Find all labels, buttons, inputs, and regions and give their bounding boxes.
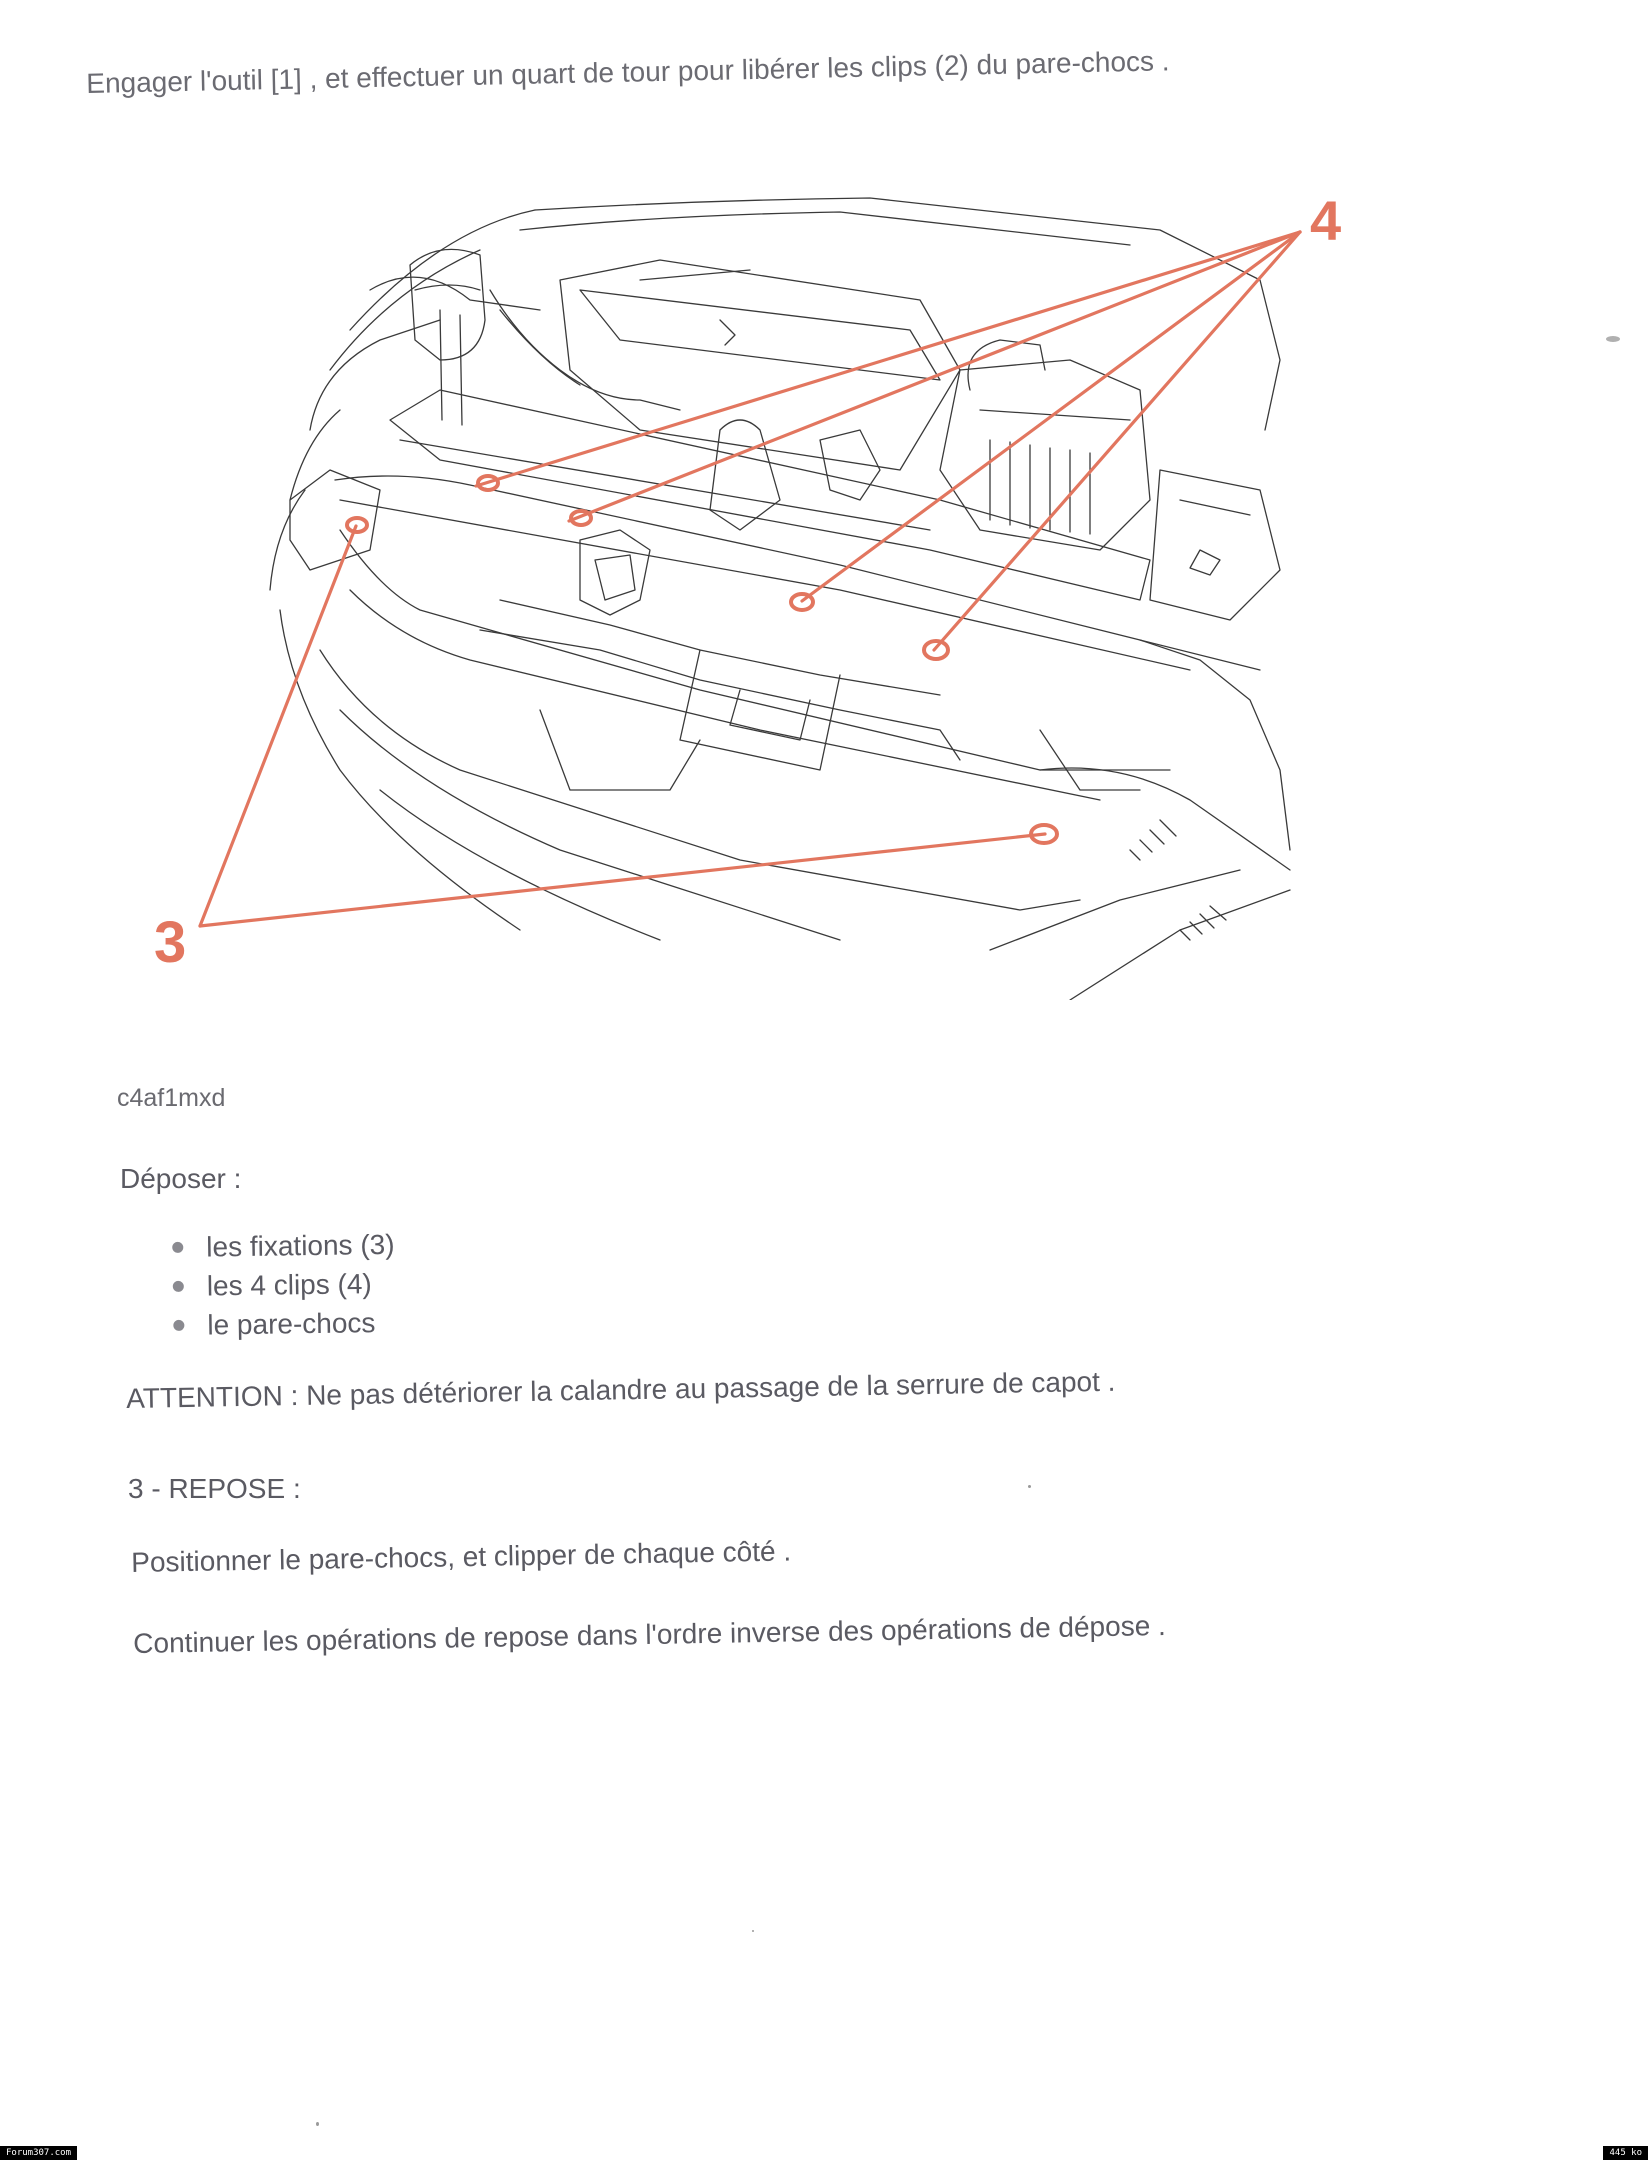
intro-instruction: Engager l'outil [1] , et effectuer un quart de tour pour libérer les clips (2) du pare-chocs . bbox=[86, 45, 1170, 99]
scan-speck bbox=[1028, 1485, 1031, 1488]
section-title-repose: 3 - REPOSE : bbox=[128, 1473, 301, 1504]
hood-latch bbox=[580, 530, 650, 615]
warning-note: ATTENTION : Ne pas détériorer la calandre au passage de la serrure de capot . bbox=[126, 1365, 1116, 1414]
list-item bbox=[170, 1225, 395, 1267]
radiator-crossmember bbox=[390, 390, 1150, 600]
figure-caption: c4af1mxd bbox=[117, 1084, 226, 1112]
engine-cover bbox=[560, 260, 960, 470]
footer-source: Forum307.com bbox=[0, 2146, 77, 2160]
repose-step-1: Positionner le pare-chocs, et clipper de chaque côté . bbox=[131, 1535, 792, 1578]
callout-label-3: 3 bbox=[154, 910, 187, 975]
list-item-text: les fixations (3) bbox=[206, 1228, 395, 1263]
bumper-top-edge bbox=[335, 476, 1260, 670]
fender-left bbox=[310, 320, 440, 430]
bullet-icon bbox=[172, 1242, 183, 1253]
scan-speck bbox=[752, 1930, 754, 1932]
list-item-text: le pare-chocs bbox=[207, 1307, 376, 1341]
battery-tray bbox=[1150, 470, 1280, 620]
bullet-icon bbox=[173, 1281, 184, 1292]
bumper-face bbox=[340, 530, 1170, 770]
list-item-text: les 4 clips (4) bbox=[206, 1268, 372, 1302]
wiring-harness bbox=[490, 290, 680, 410]
hood-opening-outline bbox=[535, 198, 1280, 430]
callout-lines bbox=[200, 232, 1300, 926]
bumper-removal-diagram bbox=[140, 170, 1360, 1000]
scan-speck bbox=[1606, 336, 1620, 342]
deposer-heading: Déposer : bbox=[120, 1163, 242, 1194]
bullet-icon bbox=[173, 1320, 184, 1331]
scan-speck bbox=[316, 2122, 319, 2126]
grille-opening bbox=[500, 600, 940, 695]
engine-bay-line-art bbox=[270, 198, 1290, 1000]
list-item bbox=[171, 1264, 396, 1306]
footer-filesize: 445 ko bbox=[1603, 2146, 1648, 2160]
list-item bbox=[171, 1303, 396, 1345]
deposer-list bbox=[170, 1225, 396, 1345]
fender-right bbox=[1140, 640, 1290, 850]
repose-step-2: Continuer les opérations de repose dans l'ordre inverse des opérations de dépose . bbox=[133, 1609, 1167, 1659]
callout-label-4: 4 bbox=[1310, 189, 1342, 252]
